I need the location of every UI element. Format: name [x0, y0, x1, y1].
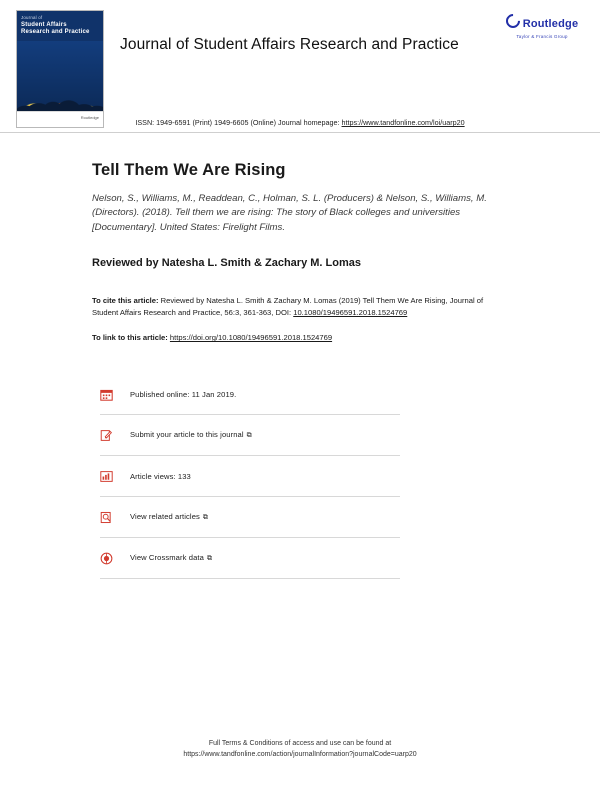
doi-link[interactable]: 10.1080/19496591.2018.1524769: [293, 307, 408, 317]
journal-homepage-link[interactable]: https://www.tandfonline.com/loi/uarp20: [341, 118, 465, 127]
cover-title-line2: Research and Practice: [21, 29, 90, 35]
reviewed-work-citation: Nelson, S., Williams, M., Readdean, C., Holman, S. L. (Producers) & Nelson, S., Williams, M. (Directors). (2018). Tell them we are rising: The story of Black colleges and universities [Documentary]. United States: Firelight Films.: [92, 193, 487, 233]
to-link-this-article: [92, 332, 508, 344]
submit-article-text: Submit your article to this journal: [130, 430, 244, 439]
crossmark-text: View Crossmark data: [130, 553, 204, 562]
cover-title-line1: Student Affairs: [21, 22, 67, 28]
action-row-submit-article[interactable]: [100, 415, 400, 456]
publisher-logo: [500, 14, 584, 39]
publisher-tagline: Taylor & Francis Group: [516, 34, 568, 39]
action-row-view-related-articles[interactable]: [100, 497, 400, 538]
journal-title: Journal of Student Affairs Research and Practice: [120, 36, 459, 53]
article-actions: [100, 374, 400, 579]
action-row-published-online: [100, 374, 400, 415]
calendar-icon: [100, 388, 130, 401]
external-link-icon: ⧉: [202, 514, 209, 521]
submit-article-label: [130, 430, 252, 440]
to-cite-label: To cite this article:: [92, 296, 161, 306]
crossmark-icon: [100, 552, 130, 565]
external-link-icon: ⧉: [206, 555, 213, 562]
issn-text: ISSN: 1949-6591 (Print) 1949-6605 (Online) Journal homepage:: [135, 118, 342, 127]
published-online-label: Published online: 11 Jan 2019.: [130, 389, 237, 399]
footer-terms-line: Full Terms & Conditions of access and use can be found at: [208, 740, 392, 747]
external-link-icon: ⧉: [246, 432, 252, 439]
crossmark-label: [130, 553, 212, 563]
reviewed-by-line: Reviewed by Natesha L. Smith & Zachary M. Lomas: [92, 257, 361, 270]
cover-title-band: [17, 11, 103, 41]
to-link-label: To link to this article:: [92, 333, 170, 343]
cover-publisher-note: Routledge: [17, 111, 103, 127]
cover-graduates-silhouette: [17, 67, 103, 111]
page-footer: [0, 738, 600, 760]
cover-artwork: [17, 41, 103, 111]
to-cite-this-article: [92, 295, 508, 318]
routledge-logo-icon: [503, 11, 523, 31]
article-views-label: Article views: 133: [130, 471, 191, 481]
view-related-articles-icon: [100, 511, 130, 524]
journal-cover-thumbnail: [16, 10, 104, 128]
article-doi-url-link[interactable]: https://doi.org/10.1080/19496591.2018.1524769: [169, 333, 333, 343]
view-related-articles-text: View related articles: [130, 512, 200, 521]
submit-article-icon: [100, 429, 130, 442]
footer-url-line: https://www.tandfonline.com/action/journalInformation?journalCode=uarp20: [183, 751, 417, 758]
publisher-name: Routledge: [522, 18, 579, 30]
cover-journal-word: Journal of: [21, 15, 43, 20]
article-views-icon: [100, 470, 130, 483]
action-row-article-views: [100, 456, 400, 497]
action-row-crossmark[interactable]: [100, 538, 400, 579]
to-cite-text: Reviewed by Natesha L. Smith & Zachary M. Lomas (2019) Tell Them We Are Rising, Journal of Student Affairs Research and Practice, 56:3, 361-363, DOI:: [92, 296, 484, 317]
view-related-articles-label: [130, 512, 208, 522]
masthead: [0, 0, 600, 133]
article-content: [0, 133, 600, 579]
page-title: Tell Them We Are Rising: [92, 161, 286, 179]
issn-line: [0, 118, 600, 127]
